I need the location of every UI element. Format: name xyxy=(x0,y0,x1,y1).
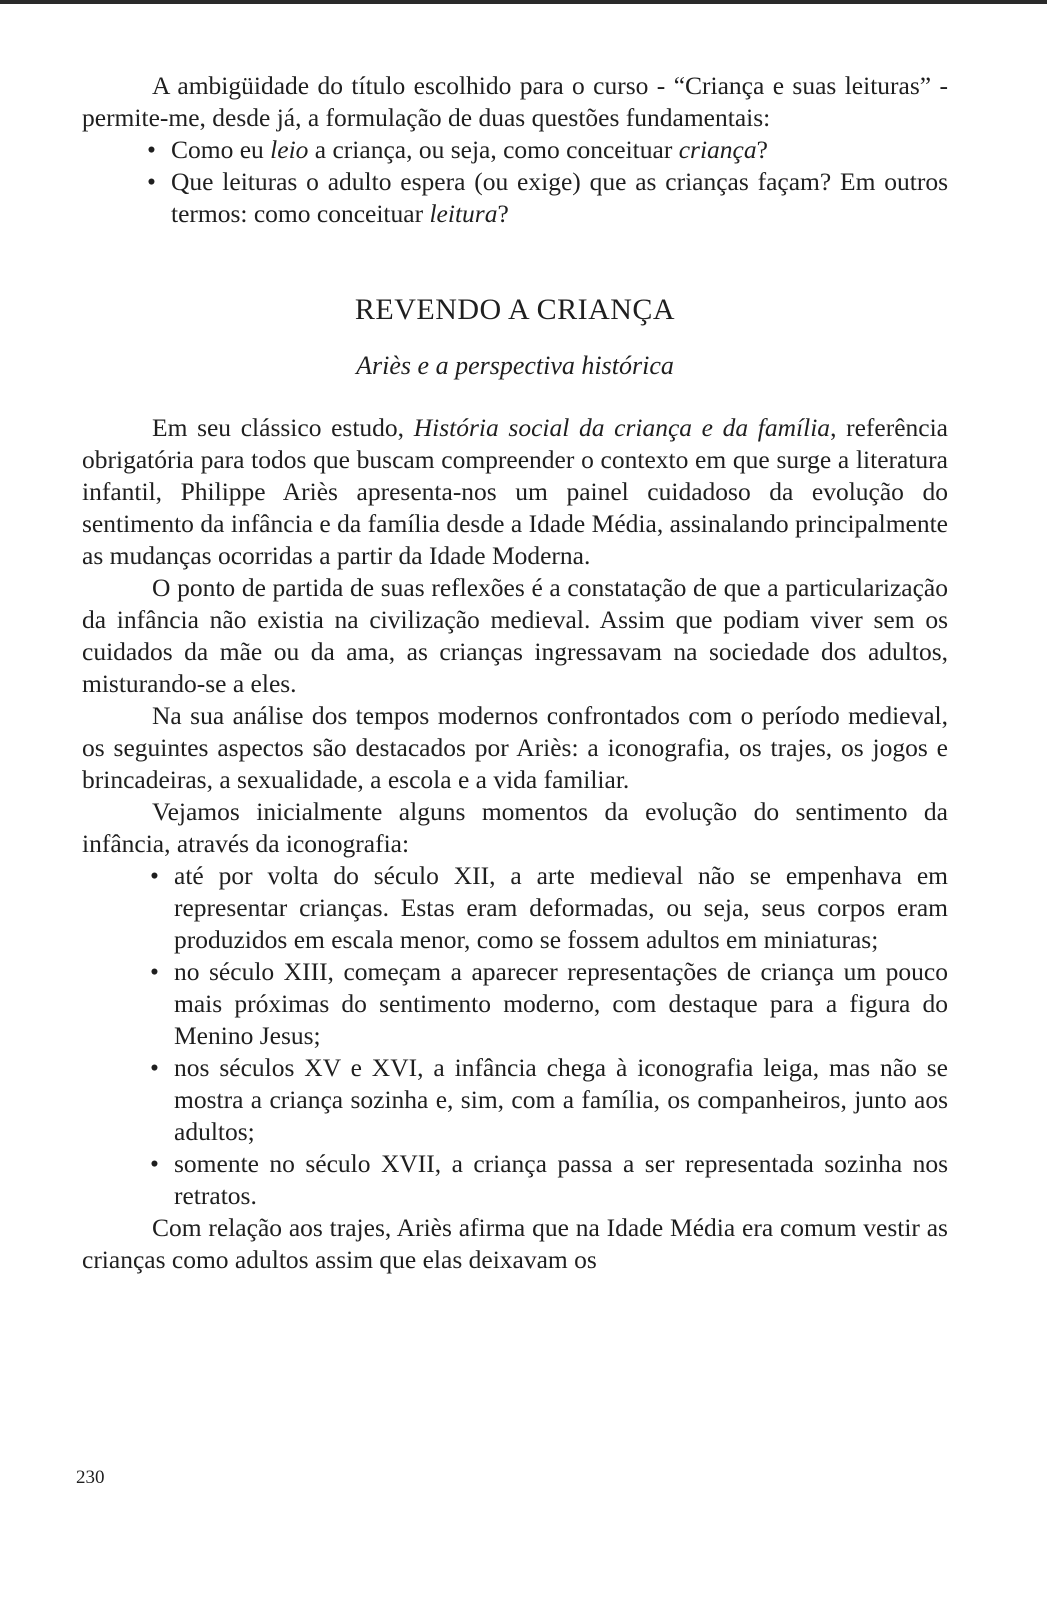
questions-list xyxy=(82,134,948,230)
book-title: História social da criança e da família xyxy=(413,413,831,442)
paragraph-aspects: Na sua análise dos tempos modernos confrontados com o período medieval, os seguintes aspectos são destacados por Ariès: a iconografia, os trajes, os jogos e brincadeiras, a sexualidade, a escola e a vida familiar. xyxy=(82,701,948,794)
top-border-rule xyxy=(0,0,1047,4)
bullet-icon: • xyxy=(150,861,159,890)
paragraph-iconography-intro: Vejamos inicialmente alguns momentos da evolução do sentimento da infância, através da iconografia: xyxy=(82,797,948,858)
section-body xyxy=(82,412,948,1276)
bullet-icon: • xyxy=(150,957,159,986)
list-item: • até por volta do século XII, a arte medieval não se empenhava em representar crianças. Estas eram deformadas, ou seja, seus corpos eram produzidos em escala menor, como se fossem adultos em miniaturas; xyxy=(150,861,948,954)
paragraph-aries-study: Em seu clássico estudo, História social da criança e da família, referência obrigatória para todos que buscam compreender o contexto em que surge a literatura infantil, Philippe Ariès apresenta-nos um painel cuidadoso da evolução do sentimento da infância e da família desde a Idade Média, assinalando principalmente as mudanças ocorridas a partir da Idade Moderna. xyxy=(82,413,948,570)
paragraph-starting-point: O ponto de partida de suas reflexões é a constatação de que a particularização da infância não existia na civilização medieval. Assim que podiam viver sem os cuidados da mãe ou da ama, as crianças ingressavam na sociedade dos adultos, misturando-se a eles. xyxy=(82,573,948,698)
intro-paragraph: A ambigüidade do título escolhido para o curso - “Criança e suas leituras” - permite-me, desde já, a formulação de duas questões fundamentais: xyxy=(82,71,948,132)
section-title: REVENDO A CRIANÇA xyxy=(354,293,676,326)
list-item: • somente no século XVII, a criança passa a ser representada sozinha nos retratos. xyxy=(150,1149,948,1210)
paragraph-clothing: Com relação aos trajes, Ariès afirma que na Idade Média era comum vestir as crianças como adultos assim que elas deixavam os xyxy=(82,1213,948,1274)
iconography-list xyxy=(82,860,948,1212)
bullet-icon: • xyxy=(147,167,156,196)
page-body xyxy=(82,70,948,1276)
list-item: • Como eu leio a criança, ou seja, como conceituar criança? xyxy=(147,135,768,164)
list-item: • no século XIII, começam a aparecer representações de criança um pouco mais próximas do sentimento moderno, com destaque para a figura do Menino Jesus; xyxy=(150,957,948,1050)
bullet-icon: • xyxy=(150,1053,159,1082)
bullet-icon: • xyxy=(150,1149,159,1178)
list-item: • Que leituras o adulto espera (ou exige) que as crianças façam? Em outros termos: como conceituar leitura? xyxy=(147,167,948,228)
bullet-icon: • xyxy=(147,135,156,164)
list-item: • nos séculos XV e XVI, a infância chega à iconografia leiga, mas não se mostra a criança sozinha e, sim, com a família, os companheiros, junto aos adultos; xyxy=(150,1053,948,1146)
page-number: 230 xyxy=(76,1467,105,1488)
section-subtitle: Ariès e a perspectiva histórica xyxy=(356,351,674,380)
